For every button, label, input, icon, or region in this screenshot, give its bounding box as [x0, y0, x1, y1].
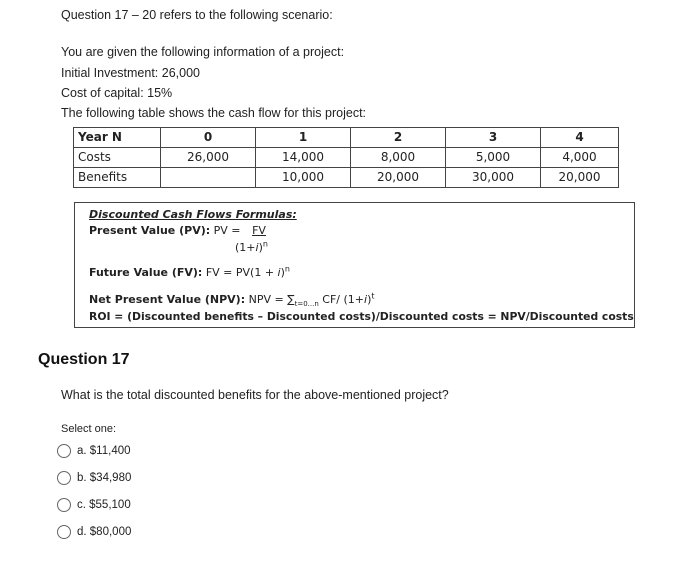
pv-denominator-exp: n: [262, 239, 268, 249]
roi-formula: ROI = (Discounted benefits – Discounted costs)/Discounted costs = NPV/Discounted costs: [89, 310, 634, 323]
answer-option-label: b. $34,980: [77, 472, 132, 484]
table-header-cell: 1: [256, 128, 351, 148]
fv-eq-prefix: FV = PV(1 +: [205, 266, 278, 279]
answer-option-label: c. $55,100: [77, 499, 131, 511]
table-cell: 10,000: [256, 168, 351, 188]
fv-formula: [89, 266, 290, 279]
table-header-cell: Year N: [74, 128, 161, 148]
pv-numerator: FV: [252, 224, 266, 237]
table-header-cell: 0: [161, 128, 256, 148]
fv-label: Future Value (FV):: [89, 266, 203, 279]
npv-eq-sub: t=0...n: [294, 300, 319, 309]
npv-label: Net Present Value (NPV):: [89, 293, 246, 306]
select-one-label: Select one:: [61, 423, 117, 435]
pv-prefix: PV =: [213, 224, 245, 237]
table-header-row: [74, 128, 619, 148]
pv-denominator-close: ): [258, 241, 263, 254]
answer-option-d[interactable]: [57, 523, 131, 541]
table-cell: 4,000: [541, 148, 619, 168]
table-cell: 5,000: [446, 148, 541, 168]
table-cell: 8,000: [351, 148, 446, 168]
question-heading: Question 17: [38, 351, 130, 368]
pv-label: Present Value (PV):: [89, 224, 211, 237]
radio-button-icon[interactable]: [57, 498, 71, 512]
fv-eq-exp: n: [284, 264, 290, 274]
table-cell: Costs: [74, 148, 161, 168]
pv-formula: [89, 224, 274, 237]
npv-eq-i: i: [364, 293, 368, 306]
scenario-intro: You are given the following information of a project:: [61, 45, 345, 59]
radio-button-icon[interactable]: [57, 444, 71, 458]
initial-investment: Initial Investment: 26,000: [61, 66, 200, 80]
scenario-title: Question 17 – 20 refers to the following scenario:: [61, 8, 333, 22]
fv-eq-i: i: [277, 266, 281, 279]
table-header-cell: 2: [351, 128, 446, 148]
answer-option-b[interactable]: [57, 469, 131, 487]
cash-flow-table: [73, 127, 619, 188]
pv-denominator-base: (1+: [235, 241, 256, 254]
cost-of-capital: Cost of capital: 15%: [61, 86, 173, 100]
npv-eq-mid: CF/ (1+: [318, 293, 365, 306]
table-cell: 14,000: [256, 148, 351, 168]
answer-option-a[interactable]: [57, 442, 131, 460]
table-row-benefits: [74, 168, 619, 188]
radio-button-icon[interactable]: [57, 471, 71, 485]
formula-box: [74, 202, 635, 328]
table-cell: 20,000: [541, 168, 619, 188]
radio-button-icon[interactable]: [57, 525, 71, 539]
pv-denominator-i: i: [255, 241, 259, 254]
table-cell: 30,000: [446, 168, 541, 188]
table-cell: 20,000: [351, 168, 446, 188]
answer-option-c[interactable]: [57, 496, 131, 514]
npv-eq-close: ): [367, 293, 372, 306]
question-text: What is the total discounted benefits for the above-mentioned project?: [61, 388, 449, 402]
npv-eq-prefix: NPV = ∑: [248, 293, 295, 306]
table-cell: Benefits: [74, 168, 161, 188]
answer-option-label: d. $80,000: [77, 526, 132, 538]
table-cell: 26,000: [161, 148, 256, 168]
answer-option-label: a. $11,400: [77, 445, 131, 457]
table-header-cell: 4: [541, 128, 619, 148]
formula-title: Discounted Cash Flows Formulas:: [89, 208, 297, 221]
pv-denominator: [235, 241, 268, 254]
fv-eq-close: ): [280, 266, 285, 279]
npv-formula: [89, 291, 375, 309]
npv-eq-exp: t: [371, 291, 375, 301]
table-intro: The following table shows the cash flow for this project:: [61, 106, 367, 120]
table-row-costs: [74, 148, 619, 168]
table-cell: [161, 168, 256, 188]
table-header-cell: 3: [446, 128, 541, 148]
